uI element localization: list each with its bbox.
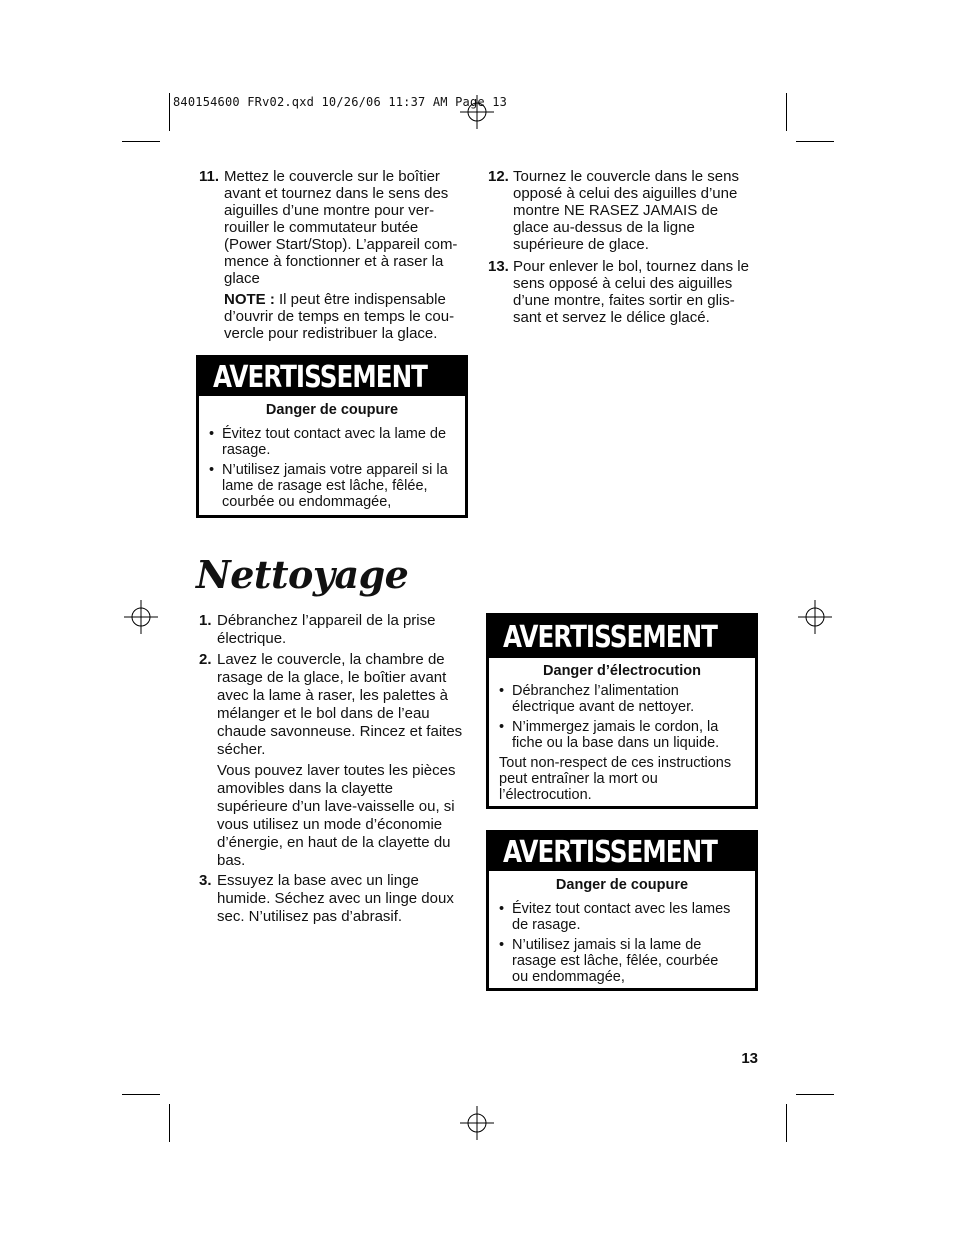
step-text	[217, 651, 471, 870]
step-number: 12.	[488, 168, 509, 185]
footer-line: l’électrocution.	[499, 787, 592, 803]
clean-step-3	[199, 872, 471, 926]
warning-bullet	[499, 937, 745, 985]
crop-mark	[786, 93, 787, 131]
step-line: vous utilisez un mode d’économie	[217, 816, 443, 833]
warning-bullet	[499, 901, 745, 933]
bullet-line: rasage.	[222, 442, 271, 458]
crop-mark	[122, 141, 160, 142]
step-line: humide. Séchez avec un linge doux	[217, 890, 454, 907]
step-number: 1.	[199, 612, 212, 629]
step-12	[488, 168, 758, 253]
warning-body	[489, 871, 755, 997]
bullet: •	[499, 719, 505, 735]
warning-bullet	[499, 719, 745, 751]
step-line: amovibles dans la clayette	[217, 780, 393, 797]
bullet: •	[209, 426, 215, 442]
clean-step-2	[199, 651, 471, 870]
warning-subtitle: Danger de coupure	[555, 877, 689, 893]
step-line: sécher.	[217, 741, 266, 758]
crop-mark	[122, 1094, 160, 1095]
bullet-line: N’immergez jamais le cordon, la	[512, 719, 719, 735]
step-line: avec la lame à raser, les palettes à	[217, 687, 448, 704]
step-13	[488, 258, 758, 326]
step-line: rouiller le commutateur butée	[224, 219, 419, 236]
step-line: sens opposé à celui des aiguilles	[513, 275, 733, 292]
crop-mark	[796, 141, 834, 142]
clean-step-1	[199, 612, 471, 648]
step-line: sant et servez le délice glacé.	[513, 309, 710, 326]
step-number: 3.	[199, 872, 212, 889]
step-text	[224, 168, 469, 342]
step-line: Pour enlever le bol, tournez dans le	[513, 258, 749, 275]
step-line: aiguilles d’une montre pour ver-	[224, 202, 435, 219]
step-line: (Power Start/Stop). L’appareil com-	[224, 236, 458, 253]
step-line: Lavez le couvercle, la chambre de	[217, 651, 445, 668]
warning-list	[499, 683, 745, 751]
warning-list	[209, 426, 455, 510]
step-line: d’énergie, en haut de la clayette du	[217, 834, 451, 851]
warning-bullet	[209, 426, 455, 458]
bullet: •	[499, 683, 505, 699]
step-line: supérieure de glace.	[513, 236, 649, 253]
note-text: Il peut être indispensable	[274, 291, 446, 308]
warning-body	[489, 658, 755, 811]
step-line: glace	[224, 270, 260, 287]
crop-mark	[169, 93, 170, 131]
bullet-line: lame de rasage est lâche, fêlée,	[222, 478, 428, 494]
registration-mark-icon	[460, 95, 494, 129]
step-number: 11.	[199, 168, 220, 185]
warning-header	[489, 616, 755, 658]
footer-line: peut entraîner la mort ou	[499, 771, 658, 787]
step-number: 2.	[199, 651, 212, 668]
registration-mark-icon	[460, 1106, 494, 1140]
crop-mark	[169, 1104, 170, 1142]
step-number: 13.	[488, 258, 509, 275]
section-title: Nettoyage	[196, 552, 409, 597]
warning-title: AVERTISSEMENT	[503, 834, 717, 870]
warning-subtitle: Danger d’électrocution	[543, 663, 701, 679]
step-line: bas.	[217, 852, 246, 869]
warning-bullet	[499, 683, 745, 715]
bullet-line: Évitez tout contact avec les lames	[512, 901, 731, 917]
step-text	[513, 168, 758, 253]
crop-mark	[786, 1104, 787, 1142]
warning-box-cut	[196, 355, 468, 518]
warning-bullet	[209, 462, 455, 510]
step-line: Mettez le couvercle sur le boîtier	[224, 168, 440, 185]
registration-mark-icon	[124, 600, 158, 634]
step-line: chaude savonneuse. Rincez et faites	[217, 723, 463, 740]
warning-body	[199, 396, 465, 522]
bullet-line: courbée ou endommagée,	[222, 494, 392, 510]
note-text: vercle pour redistribuer la glace.	[224, 325, 438, 342]
warning-box-electrocution	[486, 613, 758, 809]
bullet-line: N’utilisez jamais si la lame de	[512, 937, 702, 953]
note-label: NOTE :	[224, 291, 275, 308]
step-line: montre NE RASEZ JAMAIS de	[513, 202, 719, 219]
step-text	[217, 872, 471, 926]
step-11	[199, 168, 469, 342]
warning-title: AVERTISSEMENT	[503, 619, 717, 655]
bullet: •	[209, 462, 215, 478]
bullet-line: N’utilisez jamais votre appareil si la	[222, 462, 448, 478]
step-line: mence à fonctionner et à raser la	[224, 253, 444, 270]
bullet-line: Évitez tout contact avec la lame de	[222, 426, 447, 442]
step-line: électrique.	[217, 630, 287, 647]
note	[224, 291, 469, 308]
step-line: mélanger et le bol dans de l’eau	[217, 705, 430, 722]
warning-box-cut-2	[486, 830, 758, 991]
step-line: sec. N’utilisez pas d’abrasif.	[217, 908, 403, 925]
warning-subtitle: Danger de coupure	[265, 402, 399, 418]
note-text: d’ouvrir de temps en temps le cou-	[224, 308, 455, 325]
step-text	[513, 258, 758, 326]
bullet-line: fiche ou la base dans un liquide.	[512, 735, 720, 751]
warning-header	[489, 833, 755, 871]
warning-header	[199, 358, 465, 396]
printer-slug: 840154600 FRv02.qxd 10/26/06 11:37 AM Page 13	[173, 95, 508, 109]
bullet: •	[499, 937, 505, 953]
crop-mark	[796, 1094, 834, 1095]
page-number: 13	[741, 1050, 758, 1067]
bullet: •	[499, 901, 505, 917]
bullet-line: ou endommagée,	[512, 969, 625, 985]
step-line: Tournez le couvercle dans le sens	[513, 168, 739, 185]
step-line: Débranchez l’appareil de la prise	[217, 612, 436, 629]
registration-mark-icon	[798, 600, 832, 634]
step-line: Vous pouvez laver toutes les pièces	[217, 762, 456, 779]
warning-title: AVERTISSEMENT	[213, 359, 427, 395]
bullet-line: électrique avant de nettoyer.	[512, 699, 695, 715]
step-line: glace au-dessus de la ligne	[513, 219, 695, 236]
step-line: opposé à celui des aiguilles d’une	[513, 185, 738, 202]
bullet-line: Débranchez l’alimentation	[512, 683, 679, 699]
warning-list	[499, 901, 745, 985]
step-line: Essuyez la base avec un linge	[217, 872, 419, 889]
bullet-line: de rasage.	[512, 917, 581, 933]
footer-line: Tout non-respect de ces instructions	[499, 755, 732, 771]
step-line: avant et tournez dans le sens des	[224, 185, 449, 202]
step-line: d’une montre, faites sortir en glis-	[513, 292, 735, 309]
step-line: supérieure d’un lave-vaisselle ou, si	[217, 798, 455, 815]
warning-footer	[499, 755, 745, 803]
step-line: rasage de la glace, le boîtier avant	[217, 669, 447, 686]
step-text	[217, 612, 471, 648]
bullet-line: rasage est lâche, fêlée, courbée	[512, 953, 719, 969]
